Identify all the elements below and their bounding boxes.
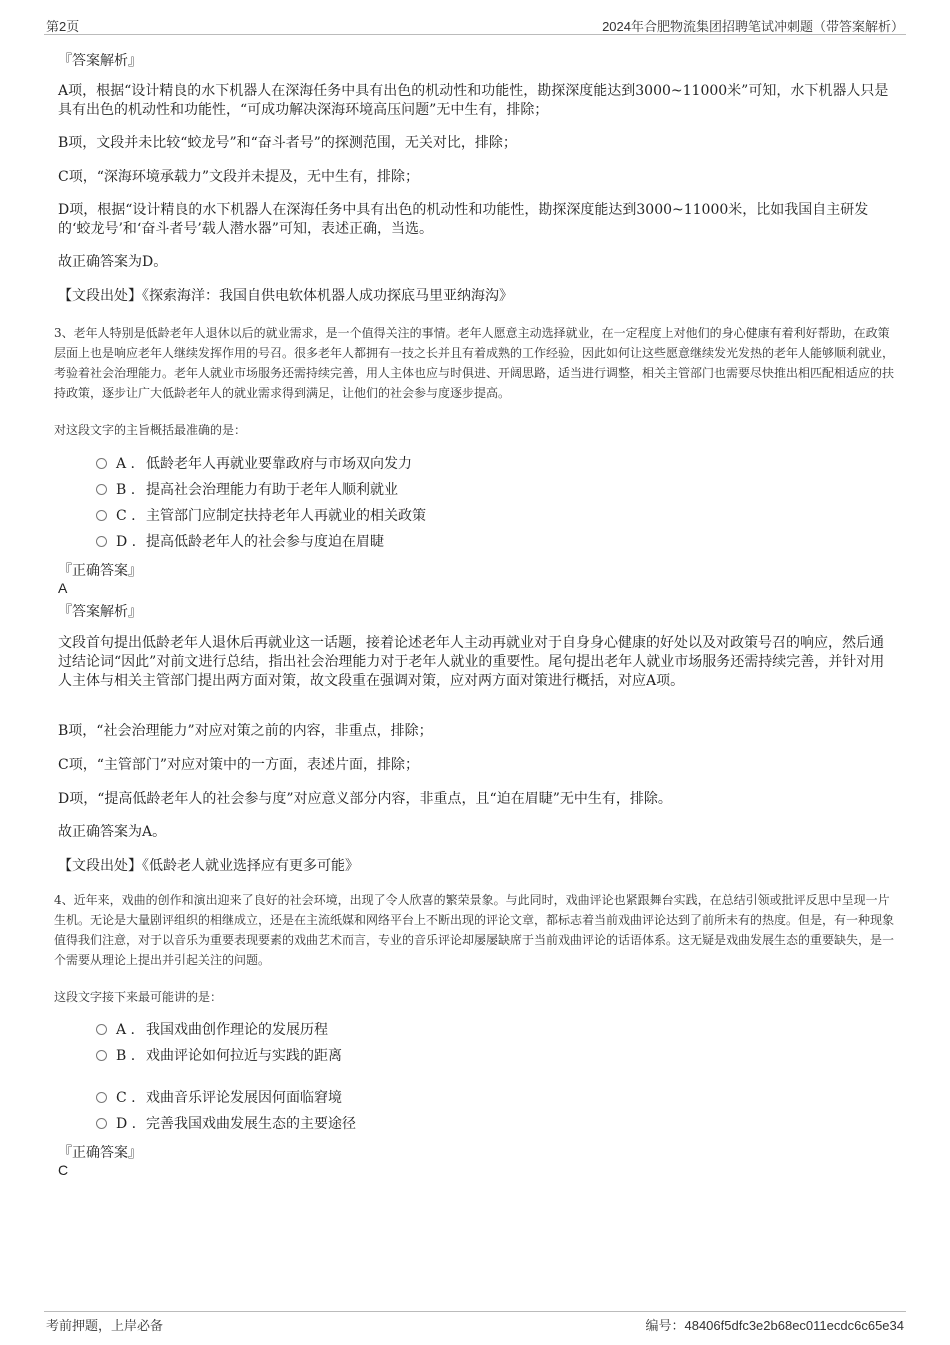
q4-option-a[interactable] <box>96 1021 328 1039</box>
radio-icon[interactable] <box>96 1118 107 1129</box>
option-text: 完善我国戏曲发展生态的主要途径 <box>146 1116 356 1132</box>
q4-answer-label: 『正确答案』 <box>58 1145 142 1161</box>
q3-answer-label: 『正确答案』 <box>58 563 142 579</box>
option-text: 戏曲音乐评论发展因何面临窘境 <box>146 1090 342 1106</box>
q2-analysis-a: A项，根据“设计精良的水下机器人在深海任务中具有出色的机动性和功能性，勘探深度能达到3000~11000米”可知，水下机器人只是具有出色的机动性和功能性，“可成功解决深海环境高压问题”无中生有，排除； <box>58 83 889 118</box>
q4-option-b[interactable] <box>96 1047 342 1065</box>
radio-icon[interactable] <box>96 1024 107 1035</box>
footer-slogan: 考前押题，上岸必备 <box>46 1318 164 1333</box>
option-key: A . <box>116 456 136 472</box>
option-text: 主管部门应制定扶持老年人再就业的相关政策 <box>146 508 426 524</box>
option-key: B . <box>116 1048 136 1064</box>
q2-conclusion: 故正确答案为D。 <box>58 254 168 270</box>
radio-icon[interactable] <box>96 1092 107 1103</box>
q4-question: 这段文字接下来最可能讲的是： <box>54 990 223 1004</box>
option-key: D . <box>116 534 137 550</box>
q3-analysis: 文段首句提出低龄老年人退休后再就业这一话题，接着论述老年人主动再就业对于自身身心健康的好处以及对政策号召的响应，然后通过结论词“因此”对前文进行总结，指出社会治理能力对于老年人就业的重要性。尾句提出老年人就业市场服务还需持续完善，并针对用人主体与相关主管部门提出两方面对策，故文段重在强调对策，应对两方面对策进行概括，对应A项。 <box>58 635 885 689</box>
radio-icon[interactable] <box>96 510 107 521</box>
q3-passage: 3、老年人特别是低龄老年人退休以后的就业需求，是一个值得关注的事情。老年人愿意主动选择就业，在一定程度上对他们的身心健康有着利好帮助，在政策层面上也是响应老年人继续发挥作用的号召。很多老年人都拥有一技之长并且有着成熟的工作经验，因此如何让这些愿意继续发光发热的老年人能够顺利就业，考验着社会治理能力。老年人就业市场服务还需持续完善，用人主体也应与时俱进、开阔思路，适当进行调整，相关主管部门也需要尽快推出相匹配相适应的扶持政策，逐步让广大低龄老年人的就业需求得到满足，让他们的社会参与度逐步提高。 <box>54 326 895 400</box>
q3-answer: A <box>58 580 68 596</box>
q3-question: 对这段文字的主旨概括最准确的是： <box>54 423 247 437</box>
option-text: 提高低龄老年人的社会参与度迫在眉睫 <box>146 534 384 550</box>
q3-analysis-c: C项，“主管部门”对应对策中的一方面，表述片面，排除； <box>58 757 420 773</box>
option-key: C . <box>116 1090 136 1106</box>
q2-source: 【文段出处】《探索海洋：我国自供电软体机器人成功探底马里亚纳海沟》 <box>58 288 513 304</box>
page-header <box>44 14 906 35</box>
q3-source: 【文段出处】《低龄老人就业选择应有更多可能》 <box>58 858 359 874</box>
q3-option-a[interactable] <box>96 455 412 473</box>
q2-analysis-b: B项，文段并未比较“蛟龙号”和“奋斗者号”的探测范围，无关对比，排除； <box>58 135 517 151</box>
option-key: C . <box>116 508 136 524</box>
option-key: B . <box>116 482 136 498</box>
q2-analysis-label: 『答案解析』 <box>58 53 142 69</box>
q3-option-b[interactable] <box>96 481 398 499</box>
q3-analysis-b: B项，“社会治理能力”对应对策之前的内容，非重点，排除； <box>58 723 433 739</box>
q2-analysis-c: C项，“深海环境承载力”文段并未提及，无中生有，排除； <box>58 169 420 185</box>
q4-option-d[interactable] <box>96 1115 356 1133</box>
radio-icon[interactable] <box>96 536 107 547</box>
option-text: 提高社会治理能力有助于老年人顺利就业 <box>146 482 398 498</box>
q3-option-d[interactable] <box>96 533 384 551</box>
option-text: 戏曲评论如何拉近与实践的距离 <box>146 1048 342 1064</box>
option-key: A . <box>116 1022 136 1038</box>
document-id: 编号：48406f5dfc3e2b68ec011ecdc6c65e34 <box>645 1318 904 1333</box>
q4-passage: 4、近年来，戏曲的创作和演出迎来了良好的社会环境，出现了令人欣喜的繁荣景象。与此同时，戏曲评论也紧跟舞台实践，在总结引领或批评反思中呈现一片生机。无论是大量剧评组织的相继成立，还是在主流纸媒和网络平台上不断出现的评论文章，都标志着当前戏曲评论达到了前所未有的热度。但是，有一种现象值得我们注意，对于以音乐为重要表现要素的戏曲艺术而言，专业的音乐评论却屡屡缺席于当前戏曲评论的话语体系。这无疑是戏曲发展生态的重要缺失，是一个需要从理论上提出并引起关注的问题。 <box>54 893 895 967</box>
q4-option-c[interactable] <box>96 1089 342 1107</box>
page-number: 第2页 <box>46 19 80 34</box>
option-text: 低龄老年人再就业要靠政府与市场双向发力 <box>146 456 412 472</box>
radio-icon[interactable] <box>96 484 107 495</box>
q3-conclusion: 故正确答案为A。 <box>58 824 167 840</box>
option-text: 我国戏曲创作理论的发展历程 <box>146 1022 328 1038</box>
q2-analysis-d: D项，根据“设计精良的水下机器人在深海任务中具有出色的机动性和功能性，勘探深度能达到3000~11000米，比如我国自主研发的‘蛟龙号’和‘奋斗者号’载人潜水器”可知，表述正确，当选。 <box>58 202 869 237</box>
document-title: 2024年合肥物流集团招聘笔试冲刺题（带答案解析） <box>602 19 904 34</box>
radio-icon[interactable] <box>96 1050 107 1061</box>
q3-option-c[interactable] <box>96 507 426 525</box>
q4-answer: C <box>58 1162 69 1178</box>
radio-icon[interactable] <box>96 458 107 469</box>
q3-analysis-d: D项，“提高低龄老年人的社会参与度”对应意义部分内容，非重点，且“迫在眉睫”无中生有，排除。 <box>58 791 672 807</box>
option-key: D . <box>116 1116 137 1132</box>
q3-analysis-label: 『答案解析』 <box>58 604 142 620</box>
page-footer <box>44 1311 906 1332</box>
